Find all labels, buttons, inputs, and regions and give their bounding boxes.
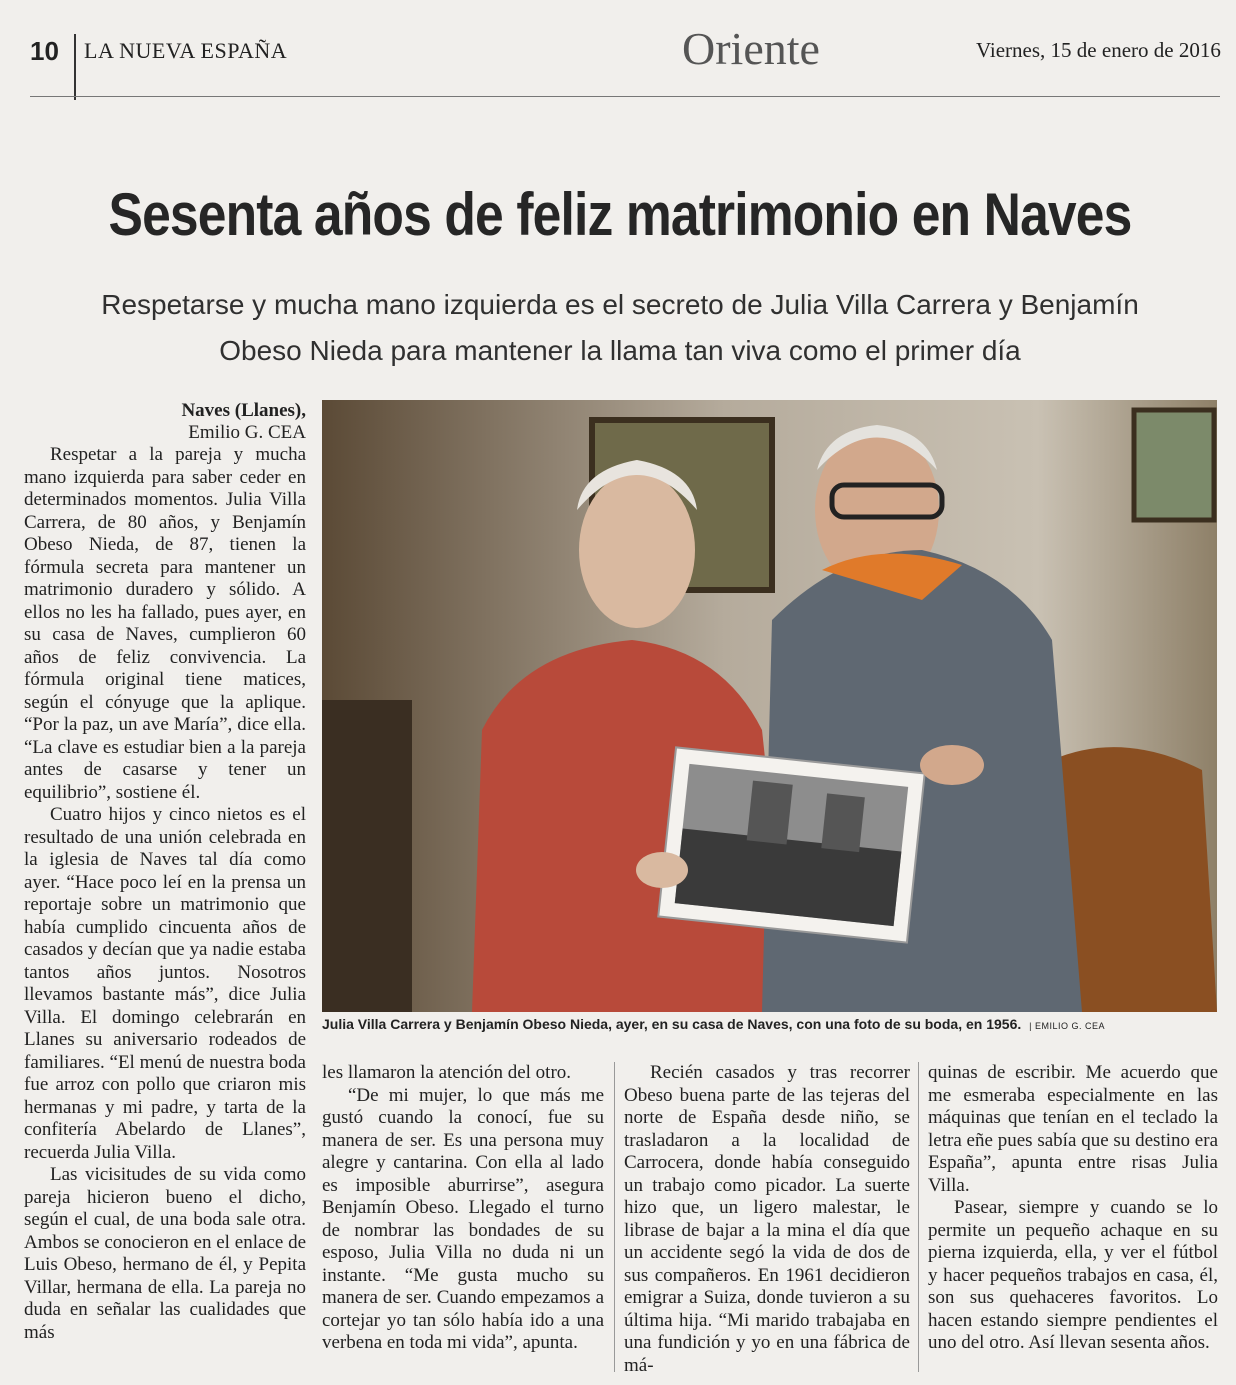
caption-text: Julia Villa Carrera y Benjamín Obeso Nieda, ayer, en su casa de Naves, con una foto de su boda, en 1956.	[322, 1016, 1022, 1032]
photo-credit-name: EMILIO G. CEA	[1034, 1021, 1105, 1031]
subheadline: Respetarse y mucha mano izquierda es el secreto de Julia Villa Carrera y Benjamín Obeso Nieda para mantener la llama tan viva como el primer día	[101, 289, 1139, 366]
byline-location: Naves (Llanes),	[181, 400, 306, 421]
paragraph: Las vicisitudes de su vida como pareja hicieron bueno el dicho, según el cual, de una boda sale otra. Ambos se conocieron en el enlace de Luis Obeso, hermano de él, y Pepita Villar, hermana de ella. La pareja no duda en señalar las cualidades que más	[24, 1164, 306, 1343]
column-divider	[918, 1062, 919, 1372]
publication-date: Viernes, 15 de enero de 2016	[976, 38, 1221, 62]
article-column-1	[24, 400, 306, 1344]
paragraph: Recién casados y tras recorrer Obeso buena parte de las tejeras del norte de España desde niño, se trasladaron a la localidad de Carrocera, donde había conseguido un trabajo como picador. La suerte hizo que, un ligero malestar, le librase de bajar a la mina el día que un accidente segó la vida de dos de sus compañeros. En 1961 decidieron emigrar a Suiza, donde tuvieron a su última hija. “Mi marido trabajaba en una fundición y yo en una fábrica de má-	[624, 1062, 910, 1376]
paragraph: les llamaron la atención del otro.	[322, 1062, 572, 1083]
photo-caption	[322, 1016, 1217, 1032]
paragraph: Cuatro hijos y cinco nietos es el resultado de una unión celebrada en la iglesia de Naves tal día como ayer. “Hace poco leí en la prensa un reportaje sobre un matrimonio que había cumplido cincuenta años de casados y decían que ya nadie estaba tantos años juntos. Nosotros llevamos bastante más”, dice Julia Villa. El domingo celebrarán en Llanes su aniversario rodeados de familiares. “El menú de nuestra boda fue arroz con pollo que criaron mis hermanas y mi padre, y tarta de la confitería Abelardo de Llanes”, recuerda Julia Villa.	[24, 804, 306, 1163]
page-number: 10	[30, 36, 59, 66]
paragraph: quinas de escribir. Me acuerdo que me esmeraba especialmente en las máquinas que tenían en el teclado la letra eñe pues sabía que su destino era España”, apunta entre risas Julia Villa.	[928, 1062, 1218, 1196]
header-rule	[30, 96, 1220, 97]
article-column-4	[928, 1062, 1218, 1355]
byline-author: Emilio G. CEA	[188, 422, 306, 443]
paragraph: Pasear, siempre y cuando se lo permite un pequeño achaque en su pierna izquierda, ella, y ver el fútbol y hacer pequeños trabajos en casa, él, son sus quehaceres favoritos. Lo hacen estando siempre pendientes el uno del otro. Así llevan sesenta años.	[928, 1197, 1218, 1353]
header-divider	[74, 34, 76, 100]
article-column-3	[624, 1062, 910, 1377]
column-divider	[614, 1062, 615, 1372]
article-photo	[322, 400, 1217, 1012]
headline: Sesenta años de feliz matrimonio en Naves	[108, 181, 1132, 248]
section-title: Oriente	[682, 23, 820, 74]
newspaper-name: LA NUEVA ESPAÑA	[84, 38, 288, 63]
article-column-2	[322, 1062, 604, 1355]
photo-credit: | EMILIO G. CEA	[1029, 1021, 1105, 1031]
couple-photo-illustration	[322, 400, 1217, 1012]
paragraph: Respetar a la pareja y mucha mano izquierda para saber ceder en determinados momentos. Julia Villa Carrera, de 80 años, y Benjamín Obeso Nieda, de 87, tienen la fórmula secreta para mantener un matrimonio duradero y sólido. A ellos no les ha fallado, pues ayer, en su casa de Naves, cumplieron 60 años de feliz convivencia. La fórmula original tiene matices, según el cónyuge que la aplique. “Por la paz, un ave María”, dice ella. “La clave es estudiar bien a la pareja antes de casarse y tener un equilibrio”, sostiene él.	[24, 444, 306, 803]
paragraph: “De mi mujer, lo que más me gustó cuando la conocí, fue su manera de ser. Es una persona muy alegre y cantarina. Con ella al lado es imposible aburrirse”, asegura Benjamín Obeso. Llegado el turno de nombrar las bondades de su esposo, Julia Villa no duda ni un instante. “Me gusta mucho su manera de ser. Cuando empezamos a cortejar yo tan sólo había ido a una verbena en toda mi vida”, apunta.	[322, 1084, 604, 1353]
byline	[24, 400, 306, 444]
